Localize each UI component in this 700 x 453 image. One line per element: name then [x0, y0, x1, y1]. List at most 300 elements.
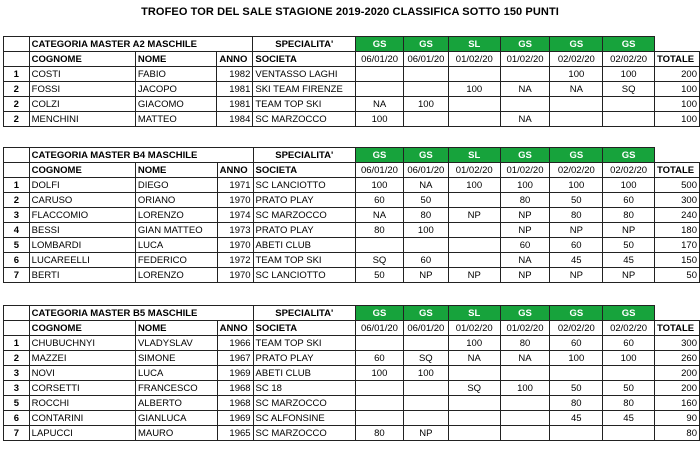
- category-name: CATEGORIA MASTER B4 MASCHILE: [29, 148, 253, 163]
- score-cell: NP: [603, 223, 655, 238]
- table-row: [4, 426, 700, 441]
- score-cell: 60: [500, 238, 550, 253]
- event-date-cell: 02/02/20: [603, 163, 655, 178]
- event-type-cell: SL: [448, 306, 500, 321]
- nome-cell: FABIO: [135, 67, 217, 82]
- nome-cell: ORIANO: [135, 193, 217, 208]
- nome-cell: FEDERICO: [135, 253, 217, 268]
- nome-cell: MAURO: [135, 426, 217, 441]
- score-cell: NP: [550, 268, 603, 283]
- cognome-cell: FLACCOMIO: [29, 208, 135, 223]
- event-date-cell: 01/02/20: [448, 52, 500, 67]
- societa-cell: PRATO PLAY: [253, 223, 355, 238]
- score-cell: 45: [603, 411, 655, 426]
- score-cell: [448, 411, 500, 426]
- event-date-cell: 02/02/20: [603, 52, 655, 67]
- score-cell: 60: [356, 193, 404, 208]
- event-date-cell: 02/02/20: [550, 52, 603, 67]
- score-cell: [403, 82, 448, 97]
- table-row: [4, 396, 700, 411]
- score-cell: [356, 238, 404, 253]
- table-row: [4, 268, 700, 283]
- score-cell: 100: [448, 82, 500, 97]
- event-type-cell: GS: [403, 37, 448, 52]
- event-date-cell: 02/02/20: [550, 163, 603, 178]
- score-cell: NP: [448, 208, 500, 223]
- table-row: [4, 253, 700, 268]
- nome-cell: LUCA: [135, 366, 217, 381]
- score-cell: SQ: [356, 253, 404, 268]
- totale-header: TOTALE: [654, 52, 699, 67]
- score-cell: [448, 112, 500, 127]
- score-cell: 100: [403, 97, 448, 112]
- category-table: [3, 147, 700, 283]
- event-date-cell: 01/02/20: [448, 163, 500, 178]
- societa-cell: TEAM TOP SKI: [253, 336, 355, 351]
- totale-cell: 500: [654, 178, 699, 193]
- score-cell: 45: [550, 253, 603, 268]
- score-cell: 60: [356, 351, 404, 366]
- event-type-cell: GS: [500, 37, 550, 52]
- societa-cell: SC LANCIOTTO: [253, 268, 355, 283]
- score-cell: NA: [550, 82, 603, 97]
- cognome-cell: COLZI: [29, 97, 135, 112]
- score-cell: 80: [403, 208, 448, 223]
- score-cell: [500, 411, 550, 426]
- score-cell: NA: [403, 178, 448, 193]
- score-cell: [448, 253, 500, 268]
- table-row: [4, 366, 700, 381]
- event-date-cell: 02/02/20: [603, 321, 655, 336]
- anno-cell: 1970: [217, 193, 253, 208]
- position-cell: 7: [4, 268, 30, 283]
- event-date-cell: 06/01/20: [403, 163, 448, 178]
- position-cell: 4: [4, 223, 30, 238]
- score-cell: NA: [356, 208, 404, 223]
- table-row: [4, 336, 700, 351]
- table-row: [4, 208, 700, 223]
- nome-cell: LUCA: [135, 238, 217, 253]
- score-cell: SQ: [603, 82, 655, 97]
- cognome-cell: CONTARINI: [29, 411, 135, 426]
- cognome-cell: CHUBUCHNYI: [29, 336, 135, 351]
- totale-cell: 100: [654, 97, 699, 112]
- event-type-cell: GS: [500, 148, 550, 163]
- event-date-cell: 06/01/20: [356, 52, 404, 67]
- cognome-cell: NOVI: [29, 366, 135, 381]
- score-cell: NA: [500, 253, 550, 268]
- score-cell: 100: [550, 178, 603, 193]
- societa-header: SOCIETA: [253, 321, 355, 336]
- specialita-label: SPECIALITA': [253, 306, 355, 321]
- table-row: [4, 381, 700, 396]
- anno-cell: 1981: [217, 82, 253, 97]
- score-cell: 80: [356, 223, 404, 238]
- category-table: [3, 36, 700, 127]
- position-cell: 1: [4, 178, 30, 193]
- score-cell: [403, 112, 448, 127]
- position-cell: 7: [4, 426, 30, 441]
- totale-cell: 50: [654, 268, 699, 283]
- category-table: [3, 305, 700, 441]
- societa-cell: PRATO PLAY: [253, 193, 355, 208]
- score-cell: 45: [603, 253, 655, 268]
- score-cell: [356, 396, 404, 411]
- column-header-row: [4, 321, 700, 336]
- cognome-cell: FOSSI: [29, 82, 135, 97]
- score-cell: 100: [356, 112, 404, 127]
- event-type-cell: GS: [356, 148, 404, 163]
- score-cell: 100: [500, 381, 550, 396]
- score-cell: NP: [550, 223, 603, 238]
- anno-cell: 1967: [217, 351, 253, 366]
- score-cell: 80: [500, 193, 550, 208]
- nome-cell: ALBERTO: [135, 396, 217, 411]
- score-cell: [403, 336, 448, 351]
- score-cell: 50: [603, 381, 655, 396]
- blank-cell: [4, 306, 30, 321]
- table-row: [4, 67, 700, 82]
- score-cell: NA: [500, 82, 550, 97]
- score-cell: [500, 97, 550, 112]
- score-cell: [403, 411, 448, 426]
- event-date-cell: 01/02/20: [500, 321, 550, 336]
- score-cell: [448, 366, 500, 381]
- nome-cell: MATTEO: [135, 112, 217, 127]
- anno-cell: 1970: [217, 268, 253, 283]
- societa-cell: SC ALFONSINE: [253, 411, 355, 426]
- category-name: CATEGORIA MASTER B5 MASCHILE: [29, 306, 253, 321]
- totale-cell: 160: [654, 396, 699, 411]
- event-type-cell: SL: [448, 148, 500, 163]
- anno-cell: 1965: [217, 426, 253, 441]
- score-cell: 60: [550, 336, 603, 351]
- table-row: [4, 82, 700, 97]
- score-cell: [403, 381, 448, 396]
- position-cell: 5: [4, 396, 30, 411]
- score-cell: [403, 396, 448, 411]
- nome-cell: LORENZO: [135, 268, 217, 283]
- table-row: [4, 97, 700, 112]
- cognome-cell: ROCCHI: [29, 396, 135, 411]
- anno-header: ANNO: [217, 52, 253, 67]
- anno-cell: 1969: [217, 366, 253, 381]
- score-cell: 80: [500, 336, 550, 351]
- score-cell: 60: [403, 253, 448, 268]
- totale-header: TOTALE: [654, 163, 699, 178]
- position-cell: 6: [4, 411, 30, 426]
- score-cell: [550, 426, 603, 441]
- event-date-cell: 02/02/20: [550, 321, 603, 336]
- societa-cell: SC MARZOCCO: [253, 208, 355, 223]
- totale-cell: 200: [654, 366, 699, 381]
- event-type-cell: GS: [550, 37, 603, 52]
- score-cell: NA: [356, 97, 404, 112]
- event-type-cell: GS: [550, 306, 603, 321]
- score-cell: [550, 97, 603, 112]
- specialita-label: SPECIALITA': [253, 148, 355, 163]
- event-type-cell: GS: [403, 306, 448, 321]
- score-cell: 60: [550, 238, 603, 253]
- table-row: [4, 411, 700, 426]
- table-row: [4, 351, 700, 366]
- cognome-header: COGNOME: [29, 321, 135, 336]
- event-type-cell: GS: [603, 37, 655, 52]
- totale-cell: 170: [654, 238, 699, 253]
- score-cell: 50: [550, 381, 603, 396]
- blank-cell: [654, 148, 699, 163]
- anno-cell: 1968: [217, 381, 253, 396]
- event-type-cell: GS: [603, 306, 655, 321]
- score-cell: [448, 97, 500, 112]
- nome-cell: GIANLUCA: [135, 411, 217, 426]
- score-cell: SQ: [448, 381, 500, 396]
- nome-cell: LORENZO: [135, 208, 217, 223]
- nome-cell: GIACOMO: [135, 97, 217, 112]
- score-cell: [356, 82, 404, 97]
- score-cell: NP: [603, 268, 655, 283]
- score-cell: 100: [448, 178, 500, 193]
- score-cell: [356, 336, 404, 351]
- totale-cell: 90: [654, 411, 699, 426]
- score-cell: NP: [500, 268, 550, 283]
- score-cell: 100: [356, 366, 404, 381]
- position-cell: 2: [4, 97, 30, 112]
- anno-cell: 1970: [217, 238, 253, 253]
- score-cell: [448, 396, 500, 411]
- event-date-cell: 01/02/20: [500, 163, 550, 178]
- score-cell: [448, 426, 500, 441]
- cognome-header: COGNOME: [29, 163, 135, 178]
- societa-cell: TEAM TOP SKI: [253, 253, 355, 268]
- score-cell: 100: [403, 366, 448, 381]
- position-cell: 2: [4, 193, 30, 208]
- event-type-cell: SL: [448, 37, 500, 52]
- blank-cell: [654, 306, 699, 321]
- score-cell: 100: [500, 178, 550, 193]
- event-type-cell: GS: [550, 148, 603, 163]
- nome-header: NOME: [135, 163, 217, 178]
- nome-cell: FRANCESCO: [135, 381, 217, 396]
- table-row: [4, 193, 700, 208]
- score-cell: [448, 67, 500, 82]
- score-cell: NP: [500, 208, 550, 223]
- cognome-cell: MAZZEI: [29, 351, 135, 366]
- score-cell: 80: [603, 208, 655, 223]
- score-cell: 80: [550, 208, 603, 223]
- score-cell: 100: [550, 351, 603, 366]
- score-cell: [603, 112, 655, 127]
- event-date-cell: 06/01/20: [356, 321, 404, 336]
- position-cell: 3: [4, 366, 30, 381]
- blank-cell: [4, 148, 30, 163]
- score-cell: [500, 396, 550, 411]
- nome-cell: VLADYSLAV: [135, 336, 217, 351]
- totale-cell: 240: [654, 208, 699, 223]
- position-cell: 2: [4, 82, 30, 97]
- score-cell: [403, 67, 448, 82]
- totale-cell: 180: [654, 223, 699, 238]
- column-header-row: [4, 52, 700, 67]
- score-cell: [448, 238, 500, 253]
- totale-header: TOTALE: [654, 321, 699, 336]
- blank-cell: [4, 321, 30, 336]
- totale-cell: 100: [654, 112, 699, 127]
- event-date-cell: 06/01/20: [356, 163, 404, 178]
- score-cell: [448, 223, 500, 238]
- event-date-cell: 06/01/20: [403, 52, 448, 67]
- score-cell: NP: [500, 223, 550, 238]
- cognome-cell: MENCHINI: [29, 112, 135, 127]
- score-cell: SQ: [403, 351, 448, 366]
- score-cell: 100: [448, 336, 500, 351]
- score-cell: 60: [603, 193, 655, 208]
- blank-cell: [4, 163, 30, 178]
- cognome-cell: LOMBARDI: [29, 238, 135, 253]
- societa-cell: ABETI CLUB: [253, 238, 355, 253]
- score-cell: NA: [448, 351, 500, 366]
- score-cell: NA: [500, 351, 550, 366]
- cognome-cell: CARUSO: [29, 193, 135, 208]
- cognome-cell: DOLFI: [29, 178, 135, 193]
- position-cell: 5: [4, 238, 30, 253]
- societa-cell: SC MARZOCCO: [253, 396, 355, 411]
- score-cell: 100: [603, 351, 655, 366]
- score-cell: 50: [403, 193, 448, 208]
- totale-cell: 260: [654, 351, 699, 366]
- anno-cell: 1974: [217, 208, 253, 223]
- cognome-cell: LUCAREELLI: [29, 253, 135, 268]
- anno-cell: 1982: [217, 67, 253, 82]
- score-cell: [356, 381, 404, 396]
- nome-header: NOME: [135, 52, 217, 67]
- score-cell: 80: [356, 426, 404, 441]
- societa-header: SOCIETA: [253, 52, 356, 67]
- cognome-cell: BESSI: [29, 223, 135, 238]
- event-type-cell: GS: [500, 306, 550, 321]
- table-row: [4, 223, 700, 238]
- score-cell: 80: [603, 396, 655, 411]
- anno-cell: 1968: [217, 396, 253, 411]
- cognome-cell: BERTI: [29, 268, 135, 283]
- score-cell: [356, 411, 404, 426]
- societa-cell: SC MARZOCCO: [253, 112, 356, 127]
- score-cell: [550, 112, 603, 127]
- position-cell: 1: [4, 336, 30, 351]
- column-header-row: [4, 163, 700, 178]
- category-header-row: [4, 306, 700, 321]
- score-cell: NP: [403, 426, 448, 441]
- table-row: [4, 238, 700, 253]
- event-date-cell: 06/01/20: [403, 321, 448, 336]
- score-cell: 50: [603, 238, 655, 253]
- totale-cell: 200: [654, 67, 699, 82]
- score-cell: 60: [603, 336, 655, 351]
- score-cell: [550, 366, 603, 381]
- position-cell: 3: [4, 381, 30, 396]
- cognome-cell: COSTI: [29, 67, 135, 82]
- cognome-cell: LAPUCCI: [29, 426, 135, 441]
- table-row: [4, 112, 700, 127]
- event-date-cell: 01/02/20: [500, 52, 550, 67]
- page-title: TROFEO TOR DEL SALE STAGIONE 2019-2020 CLASSIFICA SOTTO 150 PUNTI: [141, 6, 559, 18]
- societa-cell: PRATO PLAY: [253, 351, 355, 366]
- event-type-cell: GS: [403, 148, 448, 163]
- societa-cell: VENTASSO LAGHI: [253, 67, 356, 82]
- societa-cell: SC MARZOCCO: [253, 426, 355, 441]
- score-cell: [603, 97, 655, 112]
- societa-cell: ABETI CLUB: [253, 366, 355, 381]
- anno-cell: 1973: [217, 223, 253, 238]
- anno-cell: 1971: [217, 178, 253, 193]
- anno-cell: 1966: [217, 336, 253, 351]
- position-cell: 3: [4, 208, 30, 223]
- score-cell: [403, 238, 448, 253]
- table-row: [4, 178, 700, 193]
- societa-cell: SC 18: [253, 381, 355, 396]
- anno-cell: 1969: [217, 411, 253, 426]
- position-cell: 6: [4, 253, 30, 268]
- nome-cell: JACOPO: [135, 82, 217, 97]
- event-date-cell: 01/02/20: [448, 321, 500, 336]
- score-cell: NP: [403, 268, 448, 283]
- event-type-cell: GS: [603, 148, 655, 163]
- societa-header: SOCIETA: [253, 163, 355, 178]
- category-name: CATEGORIA MASTER A2 MASCHILE: [29, 37, 253, 52]
- score-cell: [356, 67, 404, 82]
- societa-cell: SC LANCIOTTO: [253, 178, 355, 193]
- blank-cell: [4, 37, 30, 52]
- position-cell: 2: [4, 351, 30, 366]
- totale-cell: 200: [654, 381, 699, 396]
- nome-cell: SIMONE: [135, 351, 217, 366]
- societa-cell: TEAM TOP SKI: [253, 97, 356, 112]
- score-cell: 45: [550, 411, 603, 426]
- score-cell: 100: [603, 67, 655, 82]
- position-cell: 1: [4, 67, 30, 82]
- score-cell: 50: [356, 268, 404, 283]
- category-header-row: [4, 37, 700, 52]
- nome-cell: GIAN MATTEO: [135, 223, 217, 238]
- position-cell: 2: [4, 112, 30, 127]
- score-cell: 80: [550, 396, 603, 411]
- totale-cell: 300: [654, 193, 699, 208]
- category-header-row: [4, 148, 700, 163]
- score-cell: 100: [356, 178, 404, 193]
- score-cell: [500, 67, 550, 82]
- anno-cell: 1981: [217, 97, 253, 112]
- event-type-cell: GS: [356, 37, 404, 52]
- totale-cell: 300: [654, 336, 699, 351]
- anno-header: ANNO: [217, 163, 253, 178]
- score-cell: [603, 426, 655, 441]
- score-cell: NP: [448, 268, 500, 283]
- societa-cell: SKI TEAM FIRENZE: [253, 82, 356, 97]
- score-cell: 100: [603, 178, 655, 193]
- totale-cell: 80: [654, 426, 699, 441]
- anno-cell: 1972: [217, 253, 253, 268]
- totale-cell: 150: [654, 253, 699, 268]
- score-cell: 100: [403, 223, 448, 238]
- cognome-cell: CORSETTI: [29, 381, 135, 396]
- event-type-cell: GS: [356, 306, 404, 321]
- blank-cell: [4, 52, 30, 67]
- score-cell: NA: [500, 112, 550, 127]
- blank-cell: [654, 37, 699, 52]
- anno-header: ANNO: [217, 321, 253, 336]
- score-cell: [448, 193, 500, 208]
- score-cell: [603, 366, 655, 381]
